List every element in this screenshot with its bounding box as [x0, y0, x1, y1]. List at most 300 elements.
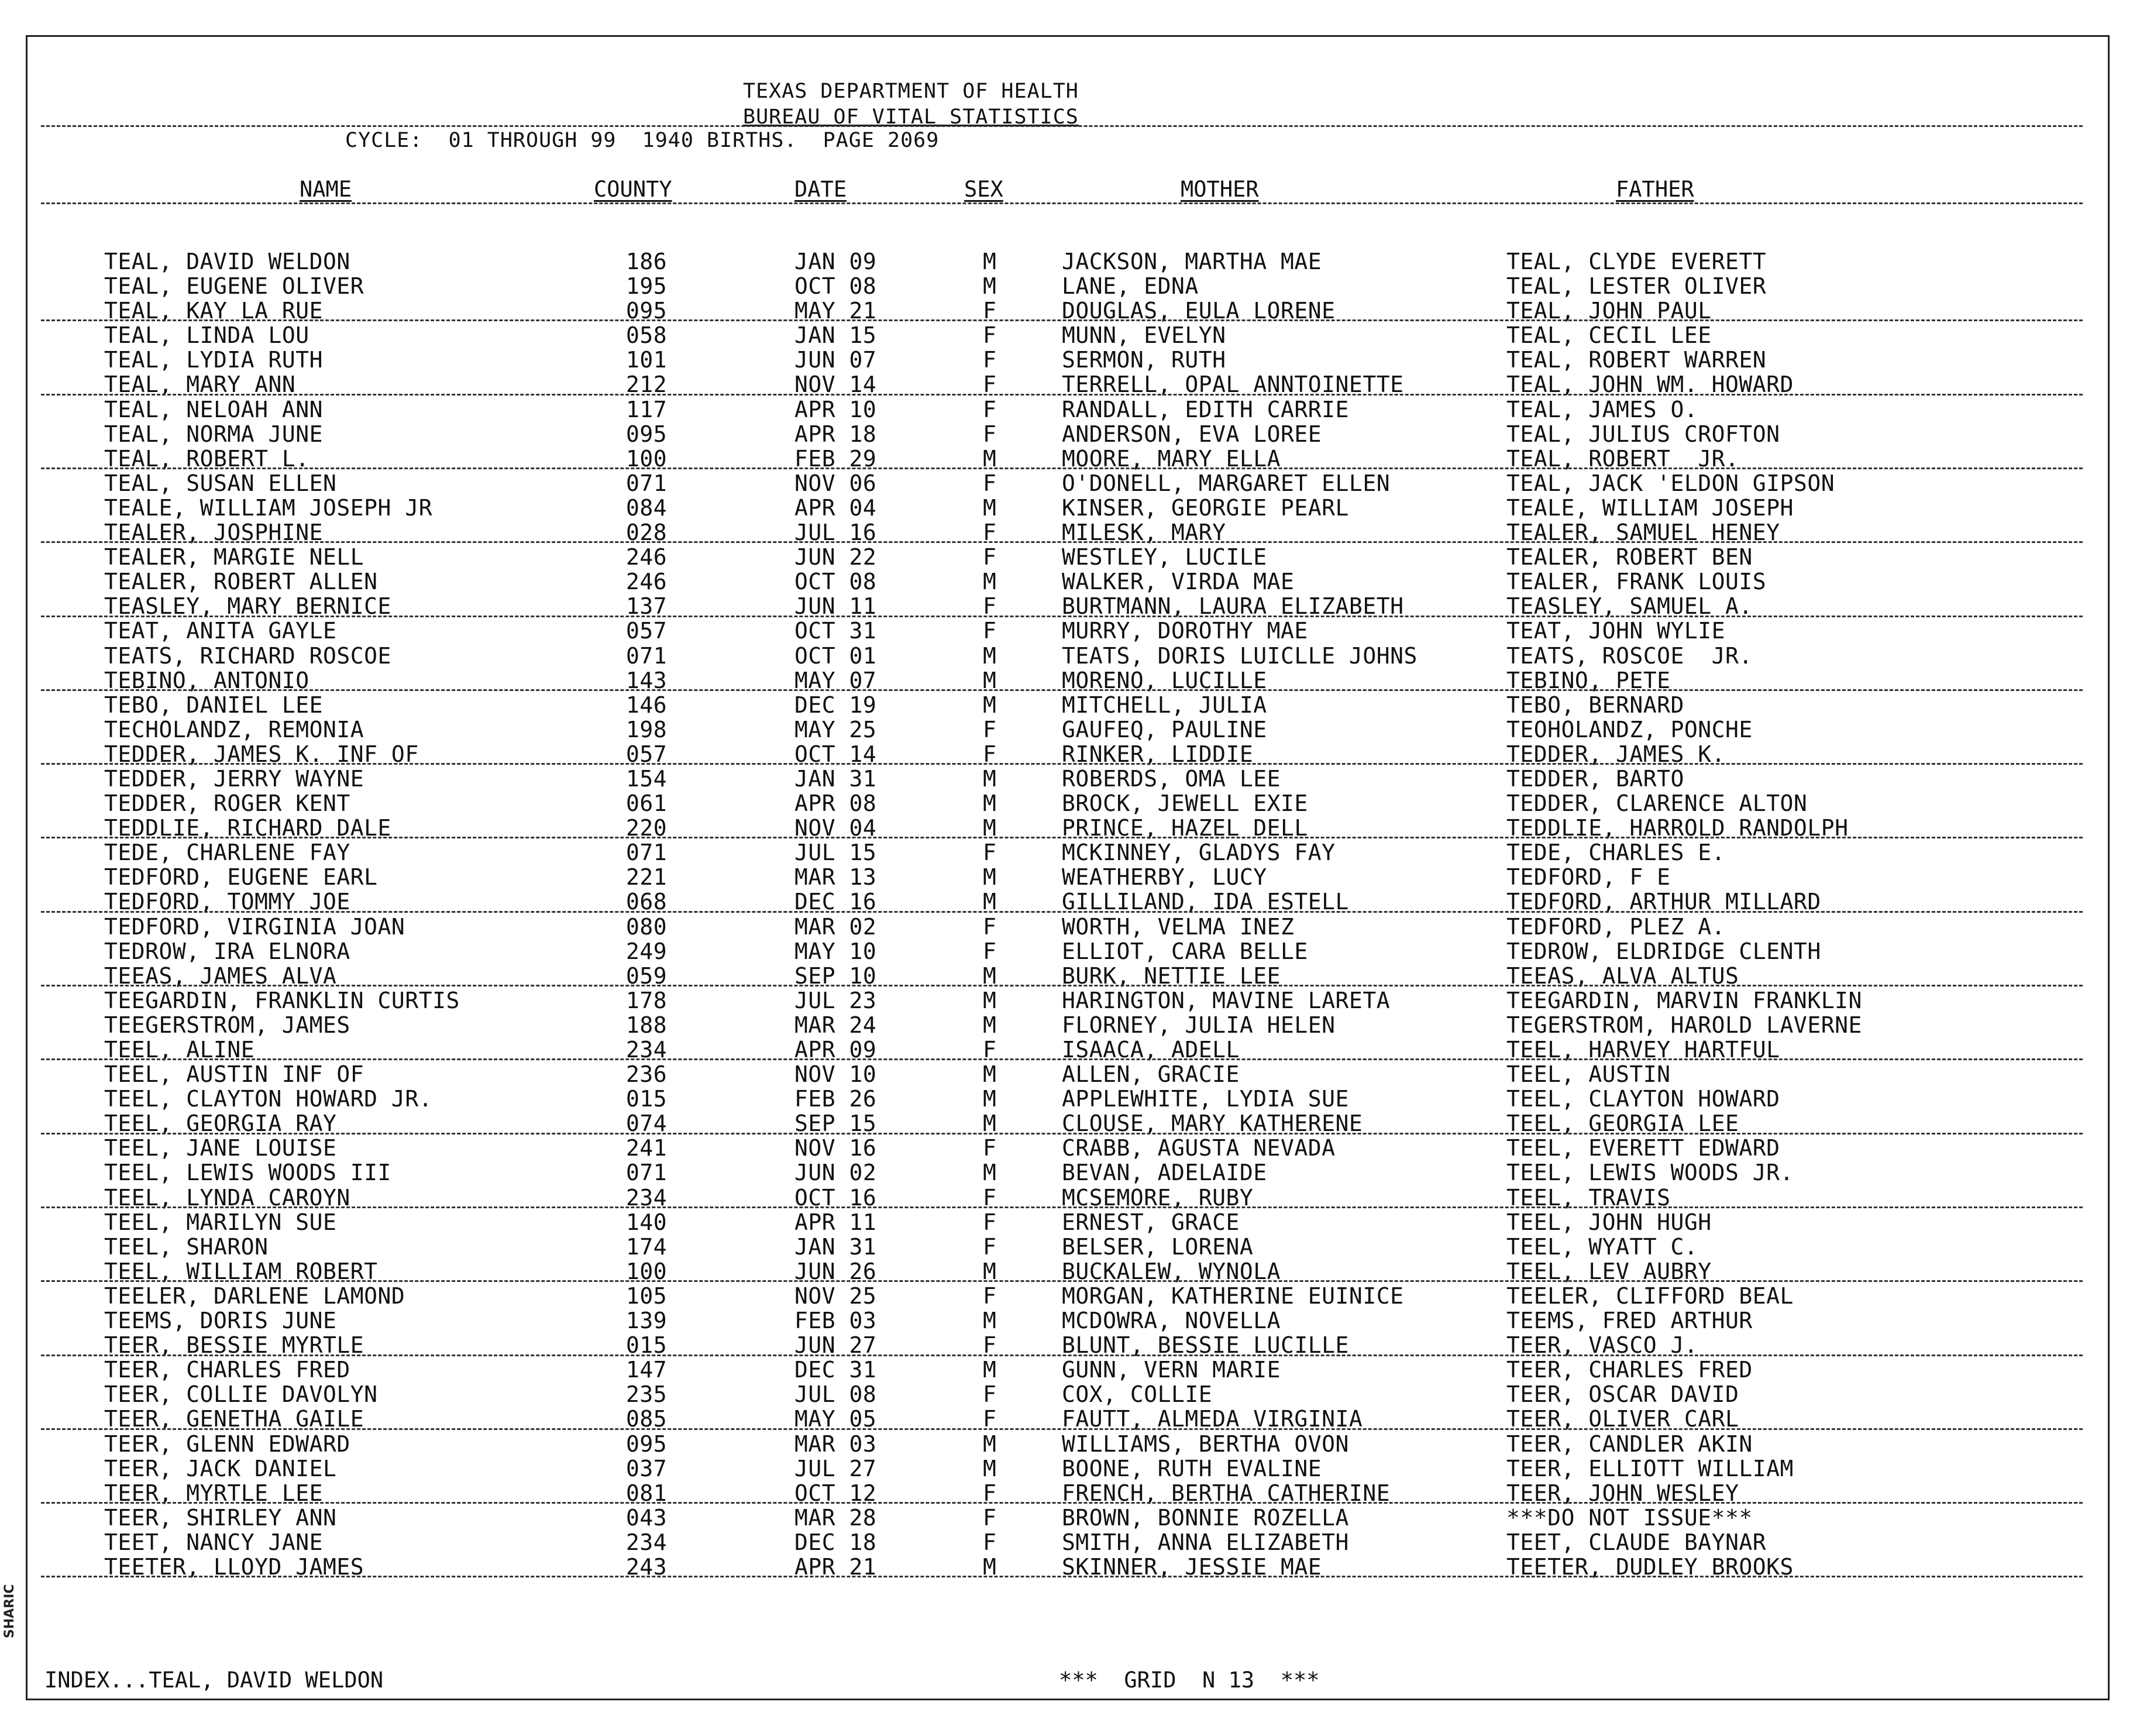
row-divider: [41, 1058, 2083, 1060]
record-name: TEBO, DANIEL LEE: [104, 692, 324, 718]
record-sex: M: [983, 790, 997, 817]
record-father: TEAT, JOHN WYLIE: [1506, 618, 1726, 644]
record-county: 057: [626, 741, 668, 767]
record-name: TEEL, MARILYN SUE: [104, 1209, 337, 1235]
col-county: COUNTY: [594, 177, 672, 202]
record-sex: F: [983, 1529, 997, 1555]
record-name: TEEGERSTROM, JAMES: [104, 1012, 350, 1038]
record-mother: ALLEN, GRACIE: [1062, 1061, 1240, 1088]
record-name: TEAL, KAY LA RUE: [104, 298, 324, 324]
record-mother: WESTLEY, LUCILE: [1062, 544, 1267, 570]
record-date: FEB 03: [794, 1308, 877, 1334]
record-father: TEBINO, PETE: [1506, 667, 1671, 693]
record-date: OCT 01: [794, 642, 877, 669]
record-sex: F: [983, 470, 997, 496]
record-county: 071: [626, 470, 668, 496]
record-sex: M: [983, 1061, 997, 1088]
record-name: TEER, BESSIE MYRTLE: [104, 1332, 364, 1359]
record-row: [0, 1382, 2133, 1407]
record-county: 068: [626, 889, 668, 915]
record-sex: M: [983, 1553, 997, 1580]
record-sex: M: [983, 765, 997, 792]
record-name: TEAL, DAVID WELDON: [104, 249, 350, 274]
record-name: TEALER, MARGIE NELL: [104, 544, 364, 570]
record-name: TEEL, JANE LOUISE: [104, 1135, 337, 1161]
record-father: TEAL, ROBERT WARREN: [1506, 347, 1767, 373]
record-name: TEER, GENETHA GAILE: [104, 1406, 364, 1432]
record-row: [0, 348, 2133, 372]
record-mother: MILESK, MARY: [1062, 520, 1226, 546]
record-row: [0, 1530, 2133, 1555]
record-mother: ISAACA, ADELL: [1062, 1037, 1240, 1063]
record-mother: HARINGTON, MAVINE LARETA: [1062, 987, 1391, 1013]
record-county: 117: [626, 396, 668, 422]
record-sex: M: [983, 692, 997, 718]
record-mother: KINSER, GEORGIE PEARL: [1062, 494, 1349, 521]
record-name: TEEL, SHARON: [104, 1233, 269, 1260]
record-father: TEEL, LEV AUBRY: [1506, 1258, 1712, 1284]
record-date: JUN 22: [794, 544, 877, 570]
record-county: 234: [626, 1529, 668, 1555]
record-father: TEAL, ROBERT JR.: [1506, 445, 1739, 472]
record-sex: M: [983, 569, 997, 595]
row-divider: [41, 837, 2083, 838]
col-father: FATHER: [1616, 177, 1694, 202]
record-father: TEGERSTROM, HAROLD LAVERNE: [1506, 1012, 1862, 1038]
record-sex: M: [983, 1258, 997, 1284]
record-mother: FAUTT, ALMEDA VIRGINIA: [1062, 1406, 1363, 1432]
record-father: TEEL, JOHN HUGH: [1506, 1209, 1712, 1235]
record-row: [0, 717, 2133, 742]
record-father: TEELER, CLIFFORD BEAL: [1506, 1283, 1794, 1309]
record-father: TEER, OSCAR DAVID: [1506, 1381, 1739, 1408]
record-name: TEEL, CLAYTON HOWARD JR.: [104, 1086, 433, 1112]
record-name: TEET, NANCY JANE: [104, 1529, 324, 1555]
record-mother: RINKER, LIDDIE: [1062, 741, 1254, 767]
record-mother: BLUNT, BESSIE LUCILLE: [1062, 1332, 1349, 1359]
record-date: APR 09: [794, 1037, 877, 1063]
record-county: 081: [626, 1480, 668, 1506]
column-divider: [41, 202, 2083, 204]
record-father: TEATS, ROSCOE JR.: [1506, 642, 1753, 669]
record-row: [0, 422, 2133, 446]
record-mother: MCSEMORE, RUBY: [1062, 1184, 1254, 1211]
row-divider: [41, 1280, 2083, 1282]
record-father: TEALER, SAMUEL HENEY: [1506, 520, 1780, 546]
record-name: TEEMS, DORIS JUNE: [104, 1308, 337, 1334]
record-date: NOV 04: [794, 815, 877, 841]
record-row: [0, 1235, 2133, 1259]
record-father: TEAL, JULIUS CROFTON: [1506, 421, 1780, 447]
record-mother: ROBERDS, OMA LEE: [1062, 765, 1281, 792]
col-name: NAME: [300, 177, 352, 202]
record-sex: F: [983, 593, 997, 620]
record-row: [0, 569, 2133, 594]
record-county: 139: [626, 1308, 668, 1334]
record-county: 236: [626, 1061, 668, 1088]
record-sex: F: [983, 1504, 997, 1531]
record-father: ***DO NOT ISSUE***: [1506, 1504, 1753, 1531]
record-mother: BROWN, BONNIE ROZELLA: [1062, 1504, 1349, 1531]
record-sex: M: [983, 1012, 997, 1038]
row-divider: [41, 1428, 2083, 1430]
record-date: DEC 19: [794, 692, 877, 718]
record-date: MAR 13: [794, 864, 877, 891]
record-father: TEDDER, BARTO: [1506, 765, 1684, 792]
record-mother: MCDOWRA, NOVELLA: [1062, 1308, 1281, 1334]
record-county: 061: [626, 790, 668, 817]
record-date: OCT 14: [794, 741, 877, 767]
row-divider: [41, 689, 2083, 691]
record-date: FEB 26: [794, 1086, 877, 1112]
record-sex: F: [983, 372, 997, 398]
record-date: NOV 25: [794, 1283, 877, 1309]
record-father: TEAL, JOHN WM. HOWARD: [1506, 372, 1794, 398]
record-row: [0, 471, 2133, 496]
record-date: NOV 10: [794, 1061, 877, 1088]
record-county: 147: [626, 1357, 668, 1383]
record-date: NOV 06: [794, 470, 877, 496]
record-name: TEAL, NORMA JUNE: [104, 421, 324, 447]
record-mother: COX, COLLIE: [1062, 1381, 1213, 1408]
record-name: TEER, MYRTLE LEE: [104, 1480, 324, 1506]
record-date: OCT 16: [794, 1184, 877, 1211]
record-father: TEER, OLIVER CARL: [1506, 1406, 1739, 1432]
record-name: TEDFORD, TOMMY JOE: [104, 889, 350, 915]
record-date: OCT 31: [794, 618, 877, 644]
record-row: [0, 1087, 2133, 1111]
record-mother: MORGAN, KATHERINE EUINICE: [1062, 1283, 1404, 1309]
record-name: TEEL, WILLIAM ROBERT: [104, 1258, 378, 1284]
bureau-title: BUREAU OF VITAL STATISTICS: [743, 105, 1079, 129]
record-county: 178: [626, 987, 668, 1013]
record-mother: BURK, NETTIE LEE: [1062, 962, 1281, 989]
record-mother: JACKSON, MARTHA MAE: [1062, 249, 1322, 274]
record-date: MAY 10: [794, 938, 877, 964]
record-date: MAR 28: [794, 1504, 877, 1531]
record-date: JUN 26: [794, 1258, 877, 1284]
record-date: OCT 08: [794, 569, 877, 595]
cycle-line: CYCLE: 01 THROUGH 99 1940 BIRTHS. PAGE 2069: [345, 129, 940, 152]
record-row: [0, 693, 2133, 717]
record-sex: F: [983, 396, 997, 422]
records-list: [0, 249, 2133, 1579]
record-name: TEDFORD, VIRGINIA JOAN: [104, 913, 405, 940]
record-father: TEER, CHARLES FRED: [1506, 1357, 1753, 1383]
record-mother: O'DONELL, MARGARET ELLEN: [1062, 470, 1391, 496]
record-row: [0, 397, 2133, 422]
record-sex: M: [983, 642, 997, 669]
record-name: TEAL, EUGENE OLIVER: [104, 273, 364, 300]
record-father: TEAL, LESTER OLIVER: [1506, 273, 1767, 300]
record-mother: GAUFEQ, PAULINE: [1062, 716, 1267, 742]
record-date: SEP 15: [794, 1111, 877, 1137]
row-divider: [41, 1502, 2083, 1504]
record-mother: DOUGLAS, EULA LORENE: [1062, 298, 1336, 324]
record-row: [0, 1013, 2133, 1037]
record-name: TEDDER, JERRY WAYNE: [104, 765, 364, 792]
record-father: TEEL, CLAYTON HOWARD: [1506, 1086, 1780, 1112]
record-mother: MURRY, DOROTHY MAE: [1062, 618, 1308, 644]
record-mother: ELLIOT, CARA BELLE: [1062, 938, 1308, 964]
record-row: [0, 1160, 2133, 1185]
record-row: [0, 840, 2133, 865]
record-father: TEEGARDIN, MARVIN FRANKLIN: [1506, 987, 1862, 1013]
record-father: TEEAS, ALVA ALTUS: [1506, 962, 1739, 989]
record-date: DEC 16: [794, 889, 877, 915]
record-county: 095: [626, 1431, 668, 1457]
record-county: 101: [626, 347, 668, 373]
record-name: TEALER, ROBERT ALLEN: [104, 569, 378, 595]
record-row: [0, 1357, 2133, 1382]
record-row: [0, 1432, 2133, 1456]
record-county: 037: [626, 1455, 668, 1481]
record-row: [0, 1284, 2133, 1308]
record-row: [0, 545, 2133, 569]
record-mother: PRINCE, HAZEL DELL: [1062, 815, 1308, 841]
record-name: TEAL, ROBERT L.: [104, 445, 309, 472]
record-name: TEDDLIE, RICHARD DALE: [104, 815, 391, 841]
row-divider: [41, 467, 2083, 469]
record-county: 154: [626, 765, 668, 792]
record-date: NOV 16: [794, 1135, 877, 1161]
record-name: TEDROW, IRA ELNORA: [104, 938, 350, 964]
record-date: JUL 08: [794, 1381, 877, 1408]
record-date: MAR 03: [794, 1431, 877, 1457]
record-row: [0, 249, 2133, 274]
record-father: TEER, JOHN WESLEY: [1506, 1480, 1739, 1506]
record-row: [0, 1062, 2133, 1087]
record-county: 221: [626, 864, 668, 891]
row-divider: [41, 394, 2083, 396]
record-date: FEB 29: [794, 445, 877, 472]
record-name: TEELER, DARLENE LAMOND: [104, 1283, 405, 1309]
record-mother: MITCHELL, JULIA: [1062, 692, 1267, 718]
record-name: TECHOLANDZ, REMONIA: [104, 716, 364, 742]
record-father: TEDFORD, PLEZ A.: [1506, 913, 1726, 940]
record-name: TEASLEY, MARY BERNICE: [104, 593, 391, 620]
record-mother: WORTH, VELMA INEZ: [1062, 913, 1295, 940]
record-sex: M: [983, 987, 997, 1013]
record-mother: BURTMANN, LAURA ELIZABETH: [1062, 593, 1404, 620]
record-father: TEEMS, FRED ARTHUR: [1506, 1308, 1753, 1334]
record-sex: F: [983, 716, 997, 742]
record-row: [0, 644, 2133, 668]
record-date: JUN 02: [794, 1160, 877, 1186]
agency-title: TEXAS DEPARTMENT OF HEALTH: [743, 80, 1079, 103]
record-county: 057: [626, 618, 668, 644]
record-date: APR 10: [794, 396, 877, 422]
record-county: 174: [626, 1233, 668, 1260]
record-father: TEER, VASCO J.: [1506, 1332, 1698, 1359]
record-county: 234: [626, 1184, 668, 1211]
record-father: TEDE, CHARLES E.: [1506, 840, 1726, 866]
record-mother: BOONE, RUTH EVALINE: [1062, 1455, 1322, 1481]
record-sex: F: [983, 938, 997, 964]
record-sex: M: [983, 494, 997, 521]
row-divider: [41, 616, 2083, 617]
record-mother: SMITH, ANNA ELIZABETH: [1062, 1529, 1349, 1555]
record-mother: TEATS, DORIS LUICLLE JOHNS: [1062, 642, 1418, 669]
record-date: JAN 09: [794, 249, 877, 274]
record-name: TEER, GLENN EDWARD: [104, 1431, 350, 1457]
record-date: JUL 16: [794, 520, 877, 546]
record-sex: F: [983, 1233, 997, 1260]
record-mother: RANDALL, EDITH CARRIE: [1062, 396, 1349, 422]
record-mother: MOORE, MARY ELLA: [1062, 445, 1281, 472]
record-father: TEER, ELLIOTT WILLIAM: [1506, 1455, 1794, 1481]
record-sex: F: [983, 1135, 997, 1161]
record-mother: WALKER, VIRDA MAE: [1062, 569, 1295, 595]
record-sex: M: [983, 667, 997, 693]
record-date: JAN 31: [794, 1233, 877, 1260]
side-label: SHARIC: [2, 1584, 17, 1638]
record-mother: CLOUSE, MARY KATHERENE: [1062, 1111, 1363, 1137]
footer-index: INDEX...TEAL, DAVID WELDON: [44, 1668, 384, 1693]
record-county: 195: [626, 273, 668, 300]
record-name: TEATS, RICHARD ROSCOE: [104, 642, 391, 669]
record-county: 015: [626, 1086, 668, 1112]
record-father: TEOHOLANDZ, PONCHE: [1506, 716, 1753, 742]
record-sex: M: [983, 1455, 997, 1481]
record-father: TEDDER, CLARENCE ALTON: [1506, 790, 1808, 817]
record-name: TEDDER, JAMES K. INF OF: [104, 741, 419, 767]
record-mother: MUNN, EVELYN: [1062, 322, 1226, 349]
record-name: TEAL, NELOAH ANN: [104, 396, 324, 422]
record-row: [0, 496, 2133, 520]
record-mother: CRABB, AGUSTA NEVADA: [1062, 1135, 1336, 1161]
record-father: TEEL, EVERETT EDWARD: [1506, 1135, 1780, 1161]
record-row: [0, 1136, 2133, 1160]
record-county: 071: [626, 840, 668, 866]
record-date: JUL 27: [794, 1455, 877, 1481]
record-name: TEER, COLLIE DAVOLYN: [104, 1381, 378, 1408]
record-row: [0, 274, 2133, 298]
record-county: 071: [626, 1160, 668, 1186]
record-row: [0, 766, 2133, 791]
record-date: MAR 02: [794, 913, 877, 940]
record-mother: GILLILAND, IDA ESTELL: [1062, 889, 1349, 915]
record-county: 105: [626, 1283, 668, 1309]
record-county: 095: [626, 421, 668, 447]
record-sex: F: [983, 298, 997, 324]
record-date: APR 11: [794, 1209, 877, 1235]
record-county: 188: [626, 1012, 668, 1038]
record-county: 100: [626, 1258, 668, 1284]
record-date: OCT 08: [794, 273, 877, 300]
row-divider: [41, 985, 2083, 986]
record-county: 249: [626, 938, 668, 964]
record-sex: M: [983, 1308, 997, 1334]
record-county: 074: [626, 1111, 668, 1137]
row-divider: [41, 1355, 2083, 1356]
record-row: [0, 791, 2133, 816]
col-date: DATE: [794, 177, 847, 202]
record-row: [0, 1456, 2133, 1481]
record-sex: M: [983, 273, 997, 300]
record-date: MAR 24: [794, 1012, 877, 1038]
record-sex: F: [983, 347, 997, 373]
record-date: MAY 25: [794, 716, 877, 742]
record-sex: M: [983, 249, 997, 274]
record-county: 137: [626, 593, 668, 620]
record-sex: F: [983, 322, 997, 349]
record-sex: M: [983, 1357, 997, 1383]
record-sex: F: [983, 1209, 997, 1235]
record-name: TEEL, AUSTIN INF OF: [104, 1061, 364, 1088]
record-father: TEAL, JOHN PAUL: [1506, 298, 1712, 324]
record-father: TEEL, HARVEY HARTFUL: [1506, 1037, 1780, 1063]
record-sex: M: [983, 1160, 997, 1186]
record-county: 198: [626, 716, 668, 742]
record-mother: APPLEWHITE, LYDIA SUE: [1062, 1086, 1349, 1112]
record-date: JUN 27: [794, 1332, 877, 1359]
record-mother: ANDERSON, EVA LOREE: [1062, 421, 1322, 447]
row-divider: [41, 319, 2083, 321]
record-county: 143: [626, 667, 668, 693]
record-date: OCT 12: [794, 1480, 877, 1506]
record-name: TEER, JACK DANIEL: [104, 1455, 337, 1481]
record-father: TEET, CLAUDE BAYNAR: [1506, 1529, 1767, 1555]
record-date: MAY 21: [794, 298, 877, 324]
record-date: JUL 15: [794, 840, 877, 866]
record-name: TEDFORD, EUGENE EARL: [104, 864, 378, 891]
record-father: TEAL, CLYDE EVERETT: [1506, 249, 1767, 274]
record-county: 043: [626, 1504, 668, 1531]
record-mother: BELSER, LORENA: [1062, 1233, 1254, 1260]
record-name: TEAL, LINDA LOU: [104, 322, 309, 349]
record-mother: TERRELL, OPAL ANNTOINETTE: [1062, 372, 1404, 398]
record-date: DEC 31: [794, 1357, 877, 1383]
record-date: JAN 31: [794, 765, 877, 792]
record-mother: WILLIAMS, BERTHA OVON: [1062, 1431, 1349, 1457]
record-sex: M: [983, 445, 997, 472]
record-county: 220: [626, 815, 668, 841]
record-row: [0, 323, 2133, 348]
record-county: 243: [626, 1553, 668, 1580]
record-father: TEASLEY, SAMUEL A.: [1506, 593, 1753, 620]
record-sex: F: [983, 1406, 997, 1432]
record-sex: F: [983, 1381, 997, 1408]
record-father: TEEL, WYATT C.: [1506, 1233, 1698, 1260]
record-mother: BEVAN, ADELAIDE: [1062, 1160, 1267, 1186]
record-name: TEAT, ANITA GAYLE: [104, 618, 337, 644]
record-sex: M: [983, 1111, 997, 1137]
record-father: TEALER, FRANK LOUIS: [1506, 569, 1767, 595]
record-sex: F: [983, 1283, 997, 1309]
footer-grid: *** GRID N 13 ***: [1059, 1668, 1320, 1693]
record-row: [0, 915, 2133, 939]
record-sex: M: [983, 1086, 997, 1112]
record-father: TEDDLIE, HARROLD RANDOLPH: [1506, 815, 1849, 841]
record-date: NOV 14: [794, 372, 877, 398]
record-county: 146: [626, 692, 668, 718]
record-mother: BUCKALEW, WYNOLA: [1062, 1258, 1281, 1284]
record-date: JUL 23: [794, 987, 877, 1013]
record-name: TEAL, SUSAN ELLEN: [104, 470, 337, 496]
col-mother: MOTHER: [1181, 177, 1259, 202]
record-name: TEALER, JOSPHINE: [104, 520, 324, 546]
record-mother: GUNN, VERN MARIE: [1062, 1357, 1281, 1383]
record-name: TEETER, LLOYD JAMES: [104, 1553, 364, 1580]
record-father: TEER, CANDLER AKIN: [1506, 1431, 1753, 1457]
record-mother: WEATHERBY, LUCY: [1062, 864, 1267, 891]
record-county: 235: [626, 1381, 668, 1408]
record-father: TEAL, JACK 'ELDON GIPSON: [1506, 470, 1835, 496]
record-sex: M: [983, 962, 997, 989]
col-sex: SEX: [964, 177, 1003, 202]
record-father: TEDFORD, F E: [1506, 864, 1671, 891]
